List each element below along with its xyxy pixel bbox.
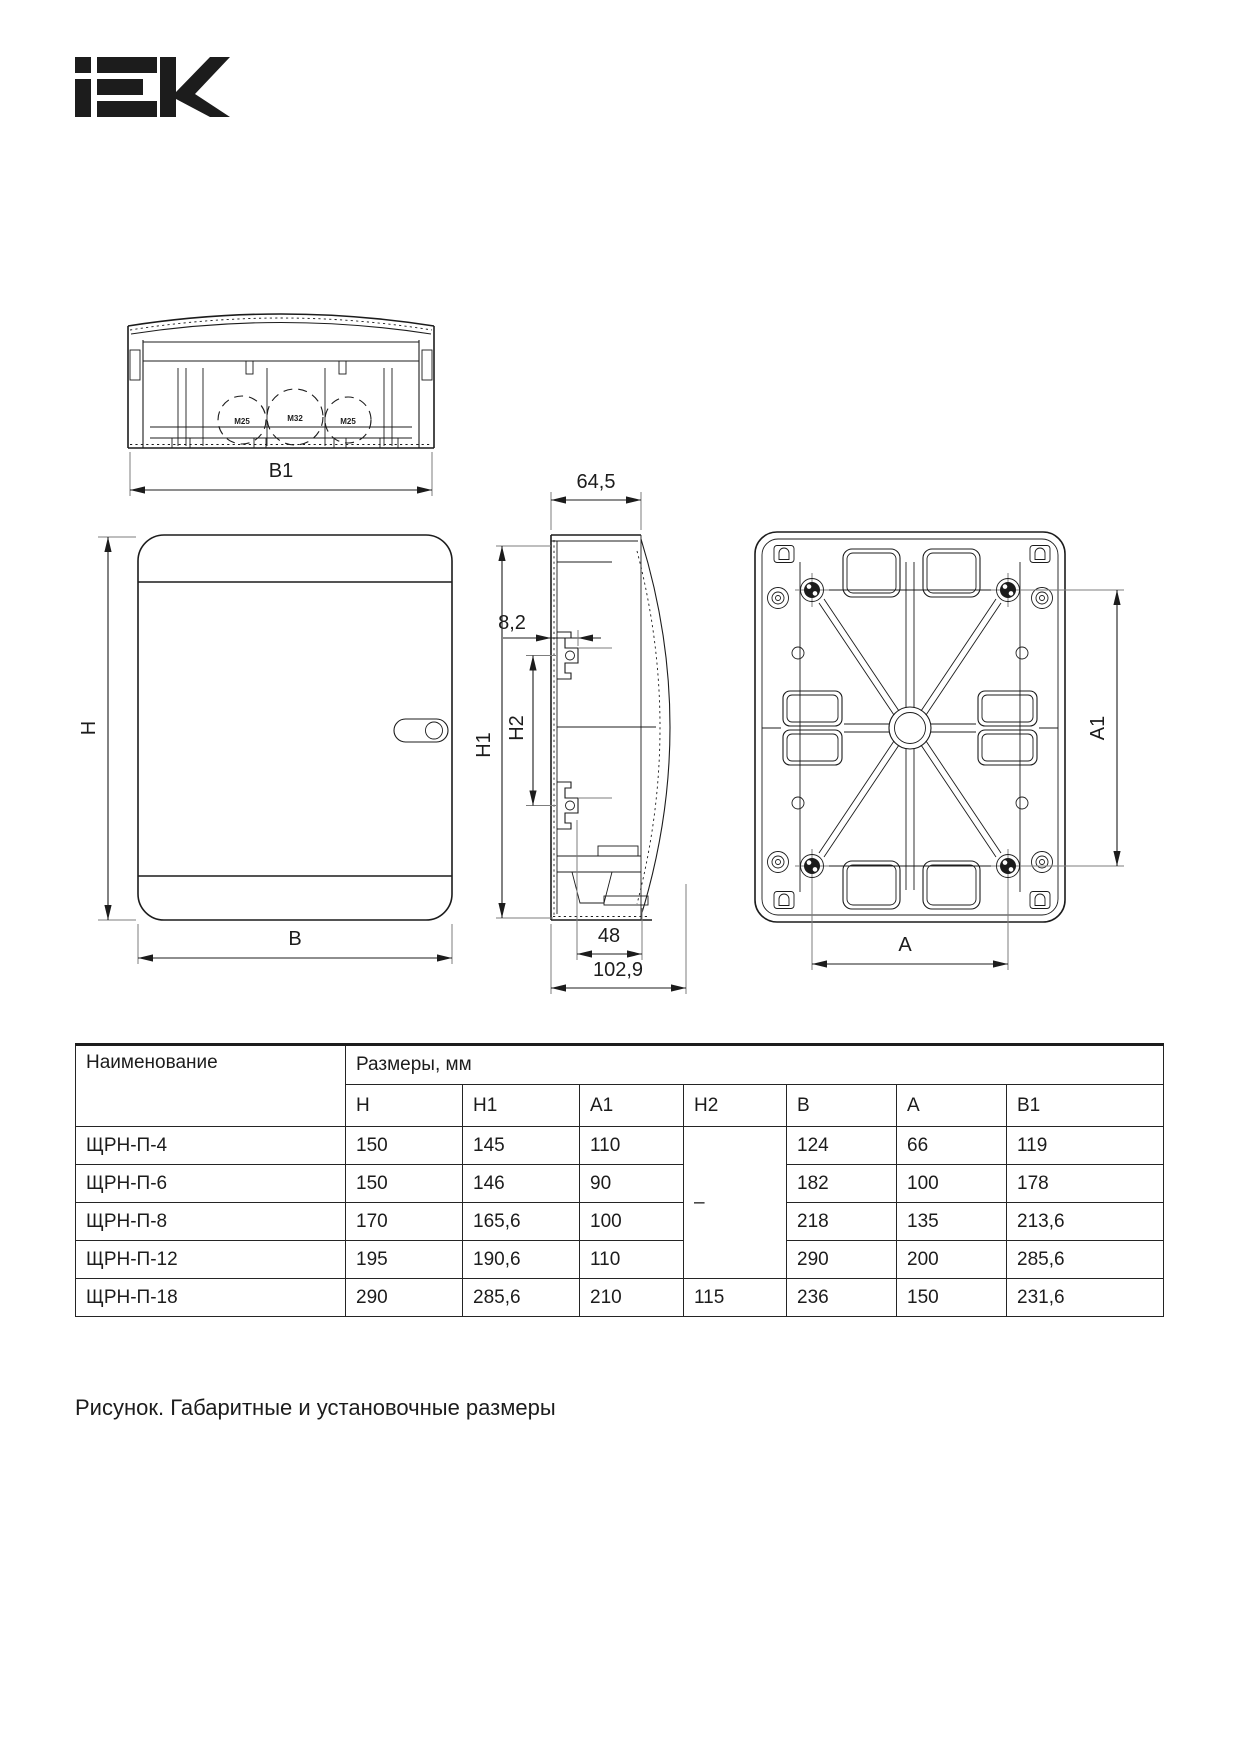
- cell-b1: 231,6: [1007, 1279, 1164, 1317]
- cell-h1: 146: [463, 1165, 580, 1203]
- cell-a1: 100: [580, 1203, 684, 1241]
- cell-b: 218: [787, 1203, 897, 1241]
- cell-a1: 110: [580, 1127, 684, 1165]
- cell-h1: 285,6: [463, 1279, 580, 1317]
- din-hook-bottom: [557, 782, 612, 829]
- cell-h: 150: [346, 1165, 463, 1203]
- cell-h1: 145: [463, 1127, 580, 1165]
- cell-a1: 210: [580, 1279, 684, 1317]
- dim-48: [577, 820, 642, 960]
- table-row: [76, 1241, 1164, 1279]
- cell-h: 195: [346, 1241, 463, 1279]
- side-view: [551, 535, 670, 920]
- col-header-b1: B1: [1007, 1085, 1164, 1127]
- cell-b: 236: [787, 1279, 897, 1317]
- table-row: [76, 1127, 1164, 1165]
- dim-label-a: A: [898, 934, 912, 956]
- cell-a1: 90: [580, 1165, 684, 1203]
- dim-label-48: 48: [597, 925, 621, 947]
- dim-label-a1: A1: [1087, 715, 1109, 741]
- cell-name: ЩРН-П-12: [76, 1241, 346, 1279]
- col-header-b: B: [787, 1085, 897, 1127]
- door-handle: [394, 719, 448, 742]
- table-header-name: Наименование: [76, 1045, 346, 1127]
- cell-b: 290: [787, 1241, 897, 1279]
- cell-h: 290: [346, 1279, 463, 1317]
- table-row: [76, 1165, 1164, 1203]
- cell-b: 182: [787, 1165, 897, 1203]
- cell-a: 150: [897, 1279, 1007, 1317]
- cell-b1: 119: [1007, 1127, 1164, 1165]
- table-header-sizes: Размеры, мм: [346, 1045, 1164, 1085]
- dim-b1: [130, 452, 432, 496]
- table-row: [76, 1203, 1164, 1241]
- cell-a: 100: [897, 1165, 1007, 1203]
- cell-name: ЩРН-П-18: [76, 1279, 346, 1317]
- cell-h1: 190,6: [463, 1241, 580, 1279]
- cell-b: 124: [787, 1127, 897, 1165]
- cell-b1: 285,6: [1007, 1241, 1164, 1279]
- cell-h1: 165,6: [463, 1203, 580, 1241]
- knockout-label-m32: M32: [287, 414, 303, 423]
- dim-label-102-9: 102,9: [592, 959, 644, 981]
- dim-h2: [506, 656, 556, 806]
- col-header-h1: H1: [463, 1085, 580, 1127]
- dim-h: [78, 537, 136, 920]
- cell-name: ЩРН-П-6: [76, 1165, 346, 1203]
- col-header-a: A: [897, 1085, 1007, 1127]
- col-header-a1: A1: [580, 1085, 684, 1127]
- cell-h: 170: [346, 1203, 463, 1241]
- cell-h: 150: [346, 1127, 463, 1165]
- dim-b: [138, 924, 452, 964]
- dim-hook-8-2: [498, 612, 601, 646]
- dim-label-64-5: 64,5: [576, 471, 616, 493]
- col-header-h: H: [346, 1085, 463, 1127]
- col-header-h2: H2: [684, 1085, 787, 1127]
- knockout-label-m25-left: M25: [234, 417, 250, 426]
- dim-label-b1: B1: [268, 460, 294, 482]
- dim-label-b: B: [288, 928, 302, 950]
- dim-label-h1: H1: [473, 732, 495, 758]
- cell-h2: 115: [684, 1279, 787, 1317]
- front-view: [138, 535, 452, 920]
- cell-a1: 110: [580, 1241, 684, 1279]
- dim-label-h: H: [78, 720, 100, 736]
- knockout-label-m25-right: M25: [340, 417, 356, 426]
- dim-label-8-2: 8,2: [498, 612, 526, 634]
- cell-h2-merged: –: [684, 1127, 787, 1279]
- top-view: [128, 314, 434, 448]
- table-row: [76, 1279, 1164, 1317]
- cell-a: 200: [897, 1241, 1007, 1279]
- dimensions-table: [75, 1043, 1164, 1317]
- cell-b1: 213,6: [1007, 1203, 1164, 1241]
- back-view: [755, 532, 1065, 922]
- dim-depth-top: [551, 471, 641, 530]
- iek-logo: [75, 57, 230, 117]
- figure-caption: Рисунок. Габаритные и установочные размеры: [75, 1395, 556, 1420]
- cell-name: ЩРН-П-8: [76, 1203, 346, 1241]
- cell-a: 66: [897, 1127, 1007, 1165]
- cell-a: 135: [897, 1203, 1007, 1241]
- dim-label-h2: H2: [506, 715, 528, 741]
- cell-name: ЩРН-П-4: [76, 1127, 346, 1165]
- dim-a: [812, 880, 1008, 970]
- cell-b1: 178: [1007, 1165, 1164, 1203]
